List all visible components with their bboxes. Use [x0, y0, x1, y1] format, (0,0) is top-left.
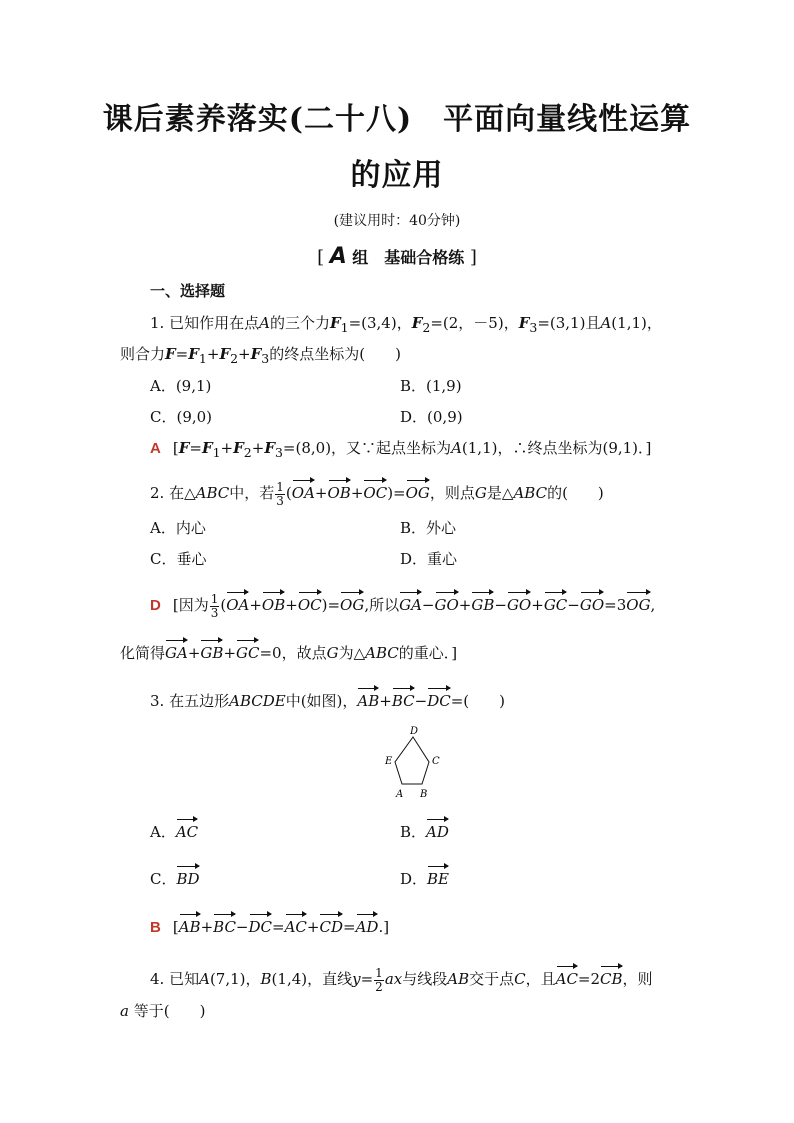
vertex-label-b: B — [420, 789, 428, 800]
pentagon-shape — [395, 737, 429, 784]
q1-stem-line1: 1. 已知作用在点A的三个力$F_1=(3,4)$，$F_2=(2$，－5)，$F_3=(3,1)$且A(1,1)， — [150, 314, 662, 335]
vertex-label-d: D — [410, 726, 419, 737]
q2-answer-line1: D [因为 $\frac{1}{3}$ (OA+OB+OC)=OG,所以GA−GO+GB−GO+GC−GO=3OG, — [150, 588, 655, 620]
pentagon-diagram — [380, 722, 450, 802]
section-heading: 一、选择题 — [150, 282, 226, 300]
q3-option-a: A．AC — [150, 815, 198, 843]
q3-answer-letter: B — [150, 919, 161, 936]
q1-option-a: A．(9,1) — [150, 377, 212, 395]
q1-option-c: C．(9,0) — [150, 408, 213, 426]
q1-option-b: B．(1,9) — [400, 377, 462, 395]
q1-answer: A [$F=F_1+F_2+F_3=(8,0)$，又∵起点坐标为A(1,1)，∴终点坐标为(9,1)．] — [150, 439, 652, 460]
q1-answer-letter: A — [150, 440, 161, 457]
q3-stem: 3. 在五边形ABCDE中(如图)，AB+BC−DC=( ) — [150, 684, 505, 712]
page-title-line1: 课后素养落实(二十八) 平面向量线性运算 — [102, 102, 692, 137]
q3-option-d: D．BE — [400, 862, 449, 890]
q4-stem-line1: 4. 已知A(7,1)，B(1,4)，直线y= $\frac{1}{2}$ ax与线段AB交于点C，且AC=2CB，则 — [150, 962, 653, 994]
suggested-time: (建议用时：40分钟) — [333, 213, 461, 229]
vertex-label-e: E — [385, 756, 393, 767]
q3-option-c: C．BD — [150, 862, 200, 890]
q2-option-c: C．垂心 — [150, 550, 207, 568]
group-header: [ A 组 基础合格练 ] — [317, 244, 477, 269]
q2-option-a: A．内心 — [150, 519, 206, 537]
q3-answer: B [AB+BC−DC=AC+CD=AD.] — [150, 910, 389, 939]
q4-stem-line2: a 等于( ) — [120, 1002, 206, 1020]
q2-option-d: D．重心 — [400, 550, 458, 568]
q1-option-d: D．(0,9) — [400, 408, 463, 426]
q2-stem: 2. 在△ABC中，若 $\frac{1}{3}$ (OA+OB+OC)=OG，则点G是△ABC的( ) — [150, 476, 604, 508]
group-letter: A — [329, 244, 347, 269]
q2-answer-letter: D — [150, 597, 161, 614]
q2-answer-line2: 化简得GA+GB+GC=0，故点G为△ABC的重心．] — [120, 636, 457, 664]
page-title-line2: 的应用 — [350, 158, 444, 193]
vertex-label-c: C — [432, 756, 440, 767]
group-label: 组 基础合格练 — [352, 248, 465, 267]
q2-option-b: B．外心 — [400, 519, 457, 537]
q3-option-b: B．AD — [400, 815, 449, 843]
q1-stem-line2: 则合力$F=F_1+F_2+F_3$的终点坐标为( ) — [120, 345, 401, 366]
vertex-label-a: A — [396, 789, 404, 800]
